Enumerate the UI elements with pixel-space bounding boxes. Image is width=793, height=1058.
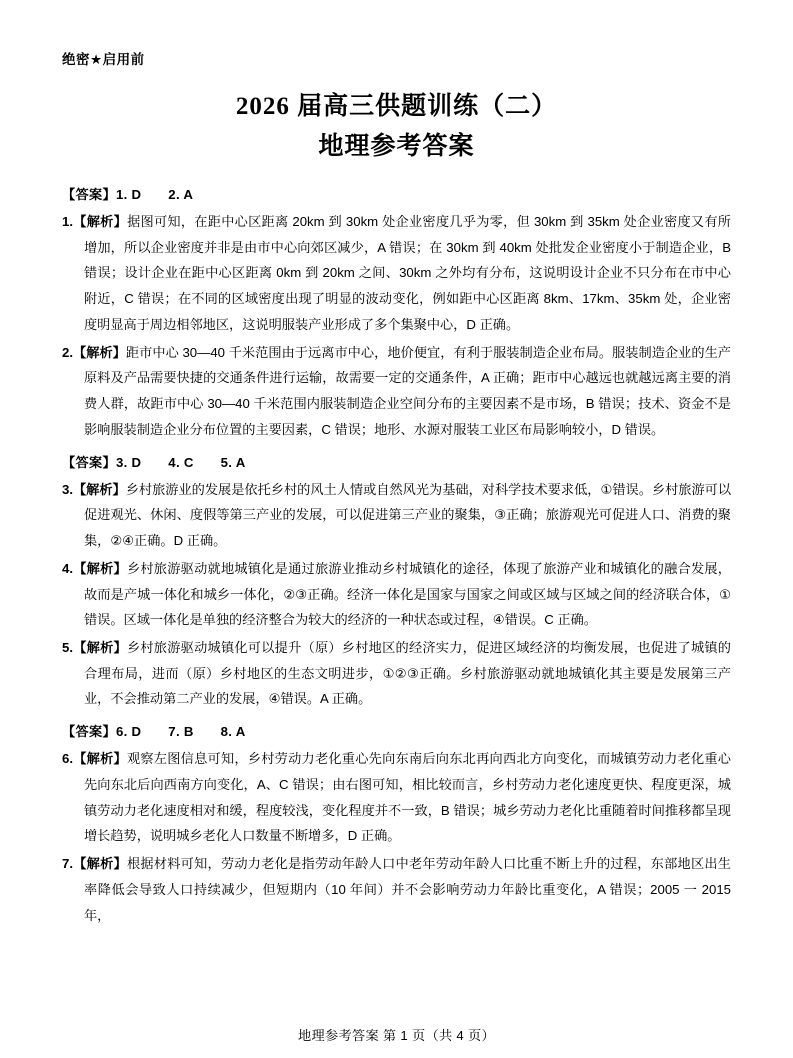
secret-mark: 绝密★启用前 bbox=[62, 52, 145, 67]
explanation-6-text: 观察左图信息可知，乡村劳动力老化重心先向东南后向东北再向西北方向变化，而城镇劳动力老化重心先向东北后向西南方向变化，A、C 错误；由右图可知，相比较而言，乡村劳动力老化速度更快、程度更深，城镇劳动力老化速度相对和缓，程度较浅，变化程度并不一致，B 错误；城乡劳动力老化比重随着时间推移都呈现增长趋势，说明城乡老化人口数量不断增多，D 正确。 bbox=[84, 751, 731, 844]
explanation-7-text: 根据材料可知，劳动力老化是指劳动年龄人口中老年劳动年龄人口比重不断上升的过程，东部地区出生率降低会导致人口持续减少，但短期内（10 年间）并不会影响劳动力年龄比重变化，A 错误；2005 一 2015 年， bbox=[84, 856, 731, 923]
page-footer: 地理参考答案 第 1 页（共 4 页） bbox=[298, 1028, 495, 1043]
document-title-line1: 2026 届高三供题训练（二） bbox=[235, 93, 558, 120]
explanation-5-lead: 5.【解析】 bbox=[62, 640, 127, 656]
answer-group-1: 【答案】1. D 2. A bbox=[62, 187, 194, 202]
explanation-1-text: 据图可知，在距中心区距离 20km 到 30km 处企业密度几乎为零，但 30km 到 35km 处企业密度又有所增加，所以企业密度并非是由市中心向郊区减少，A 错误；在 30km 到 40km 处批发企业密度小于制造企业，B 错误；设计企业在距中心区距离 0km 到 20km 之间、30km 之外均有分布，这说明设计企业不只分布在市中心附近，C 错误；在不同的区域密度出现了明显的波动变化，例如距中心区距离 8km、17km、35km 处，企业密度明显高于周边相邻地区，这说明服装产业形成了多个集聚中心，D 正确。 bbox=[84, 214, 731, 332]
explanation-2-text: 距市中心 30—40 千米范围由于远离市中心，地价便宜，有利于服装制造企业布局。服装制造企业的生产原料及产品需要快捷的交通条件进行运输，故需要一定的交通条件，A 正确；距市中心越远也就越远离主要的消费人群，故距市中心 30—40 千米范围内服装制造企业空间分布的主要因素不是市场，B 错误；技术、资金不是影响服装制造企业分布位置的主要因素，C 错误；地形、水源对服装工业区布局影响较小，D 错误。 bbox=[84, 344, 731, 437]
explanation-4-text: 乡村旅游驱动就地城镇化是通过旅游业推动乡村城镇化的途径，体现了旅游产业和城镇化的融合发展，故而是产城一体化和城乡一体化，②③正确。经济一体化是国家与国家之间或区域与区域之间的经济联合体，①错误。区域一体化是单独的经济整合为较大的经济的一种状态或过程，④错误。C 正确。 bbox=[84, 560, 731, 628]
explanation-7 bbox=[62, 851, 731, 928]
explanation-5-text: 乡村旅游驱动城镇化可以提升（原）乡村地区的经济实力，促进区域经济的均衡发展，也促进了城镇的合理布局，进而（原）乡村地区的生态文明进步，①②③正确。乡村旅游驱动就地城镇化其主要是发展第三产业，不会推动第二产业的发展，④错误。A 正确。 bbox=[84, 640, 731, 707]
explanation-3 bbox=[62, 477, 731, 554]
answer-group-3: 【答案】6. D 7. B 8. A bbox=[62, 724, 246, 740]
answer-group-2: 【答案】3. D 4. C 5. A bbox=[62, 454, 246, 470]
explanation-5 bbox=[62, 635, 731, 712]
explanation-2 bbox=[62, 340, 731, 443]
explanation-6 bbox=[62, 746, 731, 849]
explanation-3-text: 乡村旅游业的发展是依托乡村的风土人情或自然风光为基础，对科学技术要求低，①错误。乡村旅游可以促进观光、休闲、度假等第三产业的发展，可以促进第三产业的聚集，③正确；旅游观光可促进人口、消费的聚集，②④正确。D 正确。 bbox=[84, 481, 732, 549]
explanation-3-lead: 3.【解析】 bbox=[62, 481, 126, 497]
explanation-2-lead: 2.【解析】 bbox=[62, 344, 126, 360]
explanation-6-lead: 6.【解析】 bbox=[62, 751, 127, 767]
explanation-4 bbox=[62, 556, 731, 633]
explanation-1 bbox=[62, 209, 731, 338]
explanation-1-lead: 1.【解析】 bbox=[62, 214, 128, 229]
explanation-4-lead: 4.【解析】 bbox=[62, 560, 127, 576]
document-title-line2: 地理参考答案 bbox=[318, 133, 475, 160]
explanation-7-lead: 7.【解析】 bbox=[62, 856, 127, 872]
